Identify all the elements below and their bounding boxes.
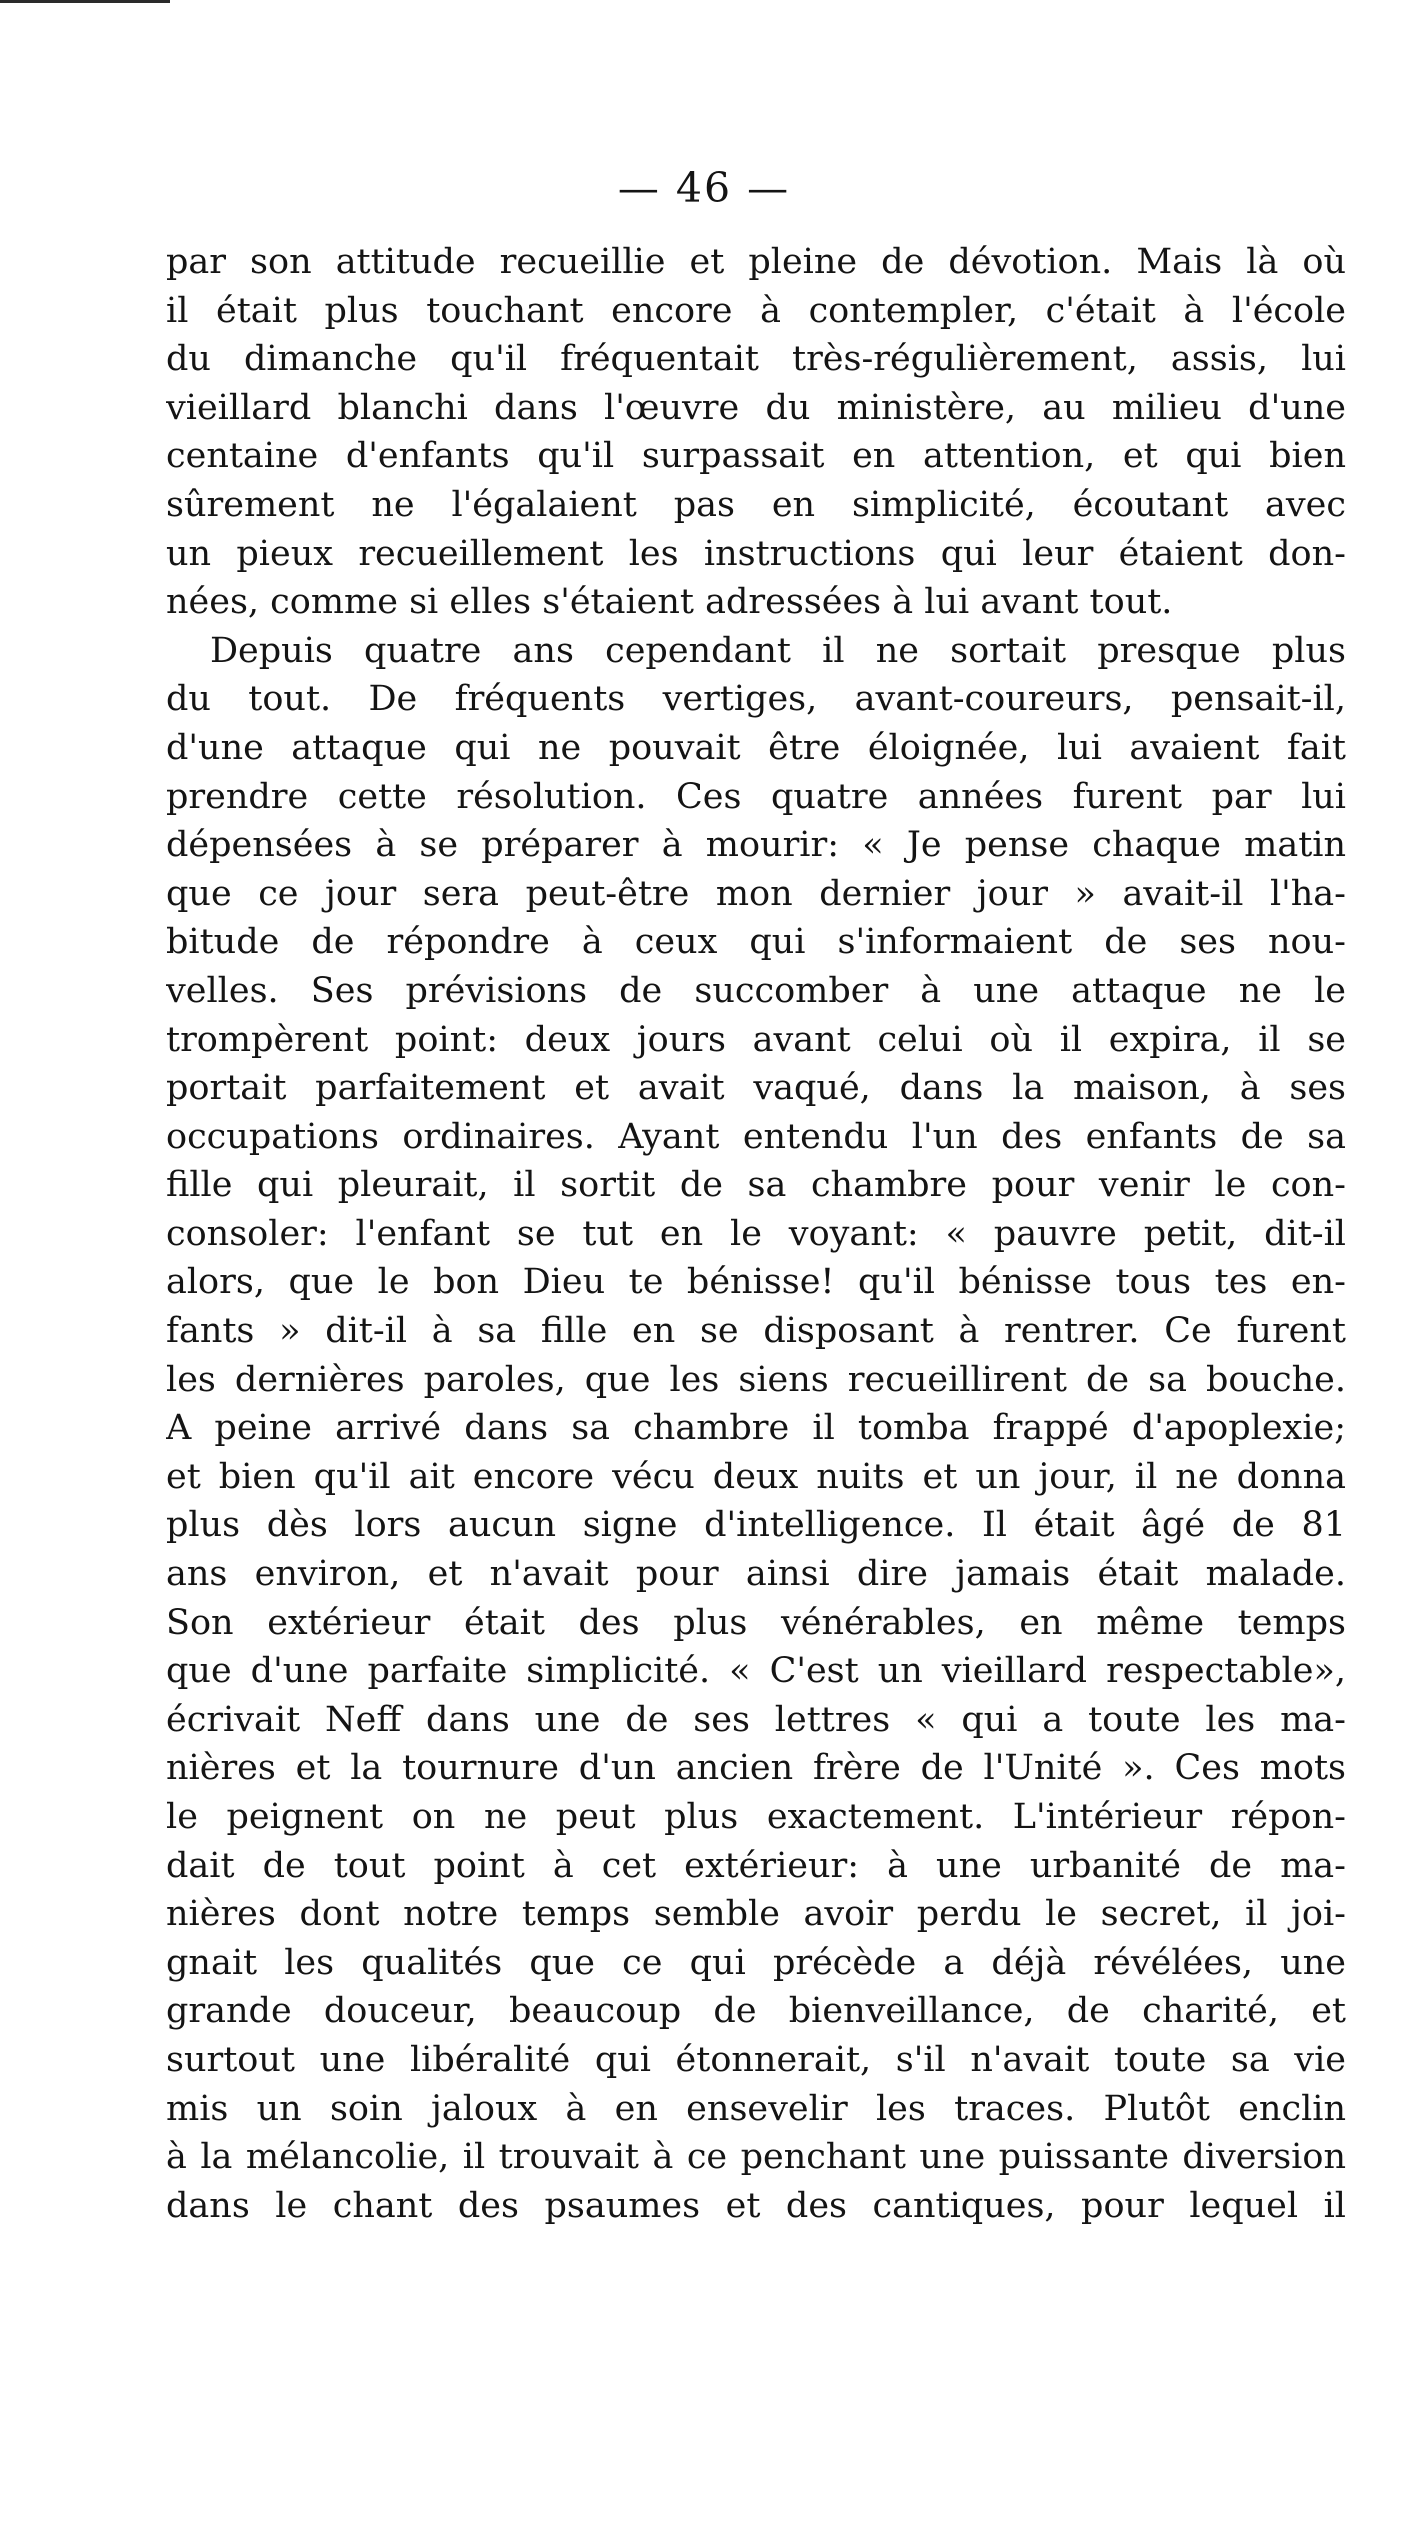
text-line: centaine d'enfants qu'il surpassait en attention, et qui bien: [166, 436, 1346, 477]
text-line: nières et la tournure d'un ancien frère de l'Unité ». Ces mots: [166, 1748, 1346, 1789]
text-line: occupations ordinaires. Ayant entendu l'un des enfants de sa: [166, 1116, 1346, 1157]
text-line: à la mélancolie, il trouvait à ce penchant une puissante diversion: [166, 2137, 1346, 2178]
page-number: — 46 —: [617, 164, 791, 212]
text-line: consoler: l'enfant se tut en le voyant: « pauvre petit, dit-il: [166, 1213, 1346, 1254]
body-text: [166, 238, 1346, 2230]
text-line: prendre cette résolution. Ces quatre années furent par lui: [166, 776, 1346, 817]
text-line: portait parfaitement et avait vaqué, dans la maison, à ses: [166, 1068, 1346, 1109]
text-line: gnait les qualités que ce qui précède a déjà révélées, une: [166, 1942, 1346, 1983]
text-line: par son attitude recueillie et pleine de dévotion. Mais là où: [166, 242, 1346, 282]
text-line: que d'une parfaite simplicité. « C'est un vieillard respectable»,: [166, 1651, 1346, 1692]
text-line: du dimanche qu'il fréquentait très-régulièrement, assis, lui: [166, 339, 1346, 380]
text-line: les dernières paroles, que les siens recueillirent de sa bouche.: [166, 1359, 1346, 1400]
text-line: Son extérieur était des plus vénérables, en même temps: [166, 1602, 1346, 1643]
text-line: d'une attaque qui ne pouvait être éloignée, lui avaient fait: [166, 727, 1346, 768]
text-line: nées, comme si elles s'étaient adressées à lui avant tout.: [166, 582, 1173, 623]
text-line: velles. Ses prévisions de succomber à une attaque ne le: [166, 970, 1346, 1011]
text-line: sûrement ne l'égalaient pas en simplicité, écoutant avec: [166, 484, 1346, 525]
text-line: alors, que le bon Dieu te bénisse! qu'il bénisse tous tes en-: [166, 1262, 1346, 1303]
text-line: trompèrent point: deux jours avant celui où il expira, il se: [166, 1019, 1346, 1060]
text-line: surtout une libéralité qui étonnerait, s'il n'avait toute sa vie: [166, 2039, 1346, 2080]
text-line: dépensées à se préparer à mourir: « Je pense chaque matin: [166, 825, 1346, 866]
text-line: le peignent on ne peut plus exactement. L'intérieur répon-: [166, 1797, 1346, 1837]
text-line: il était plus touchant encore à contempler, c'était à l'école: [166, 290, 1346, 331]
text-line: et bien qu'il ait encore vécu deux nuits et un jour, il ne donna: [166, 1456, 1346, 1497]
text-line: vieillard blanchi dans l'œuvre du ministère, au milieu d'une: [166, 387, 1346, 428]
text-line: dans le chant des psaumes et des cantiques, pour lequel il: [166, 2185, 1346, 2226]
text-line: mis un soin jaloux à en ensevelir les traces. Plutôt enclin: [166, 2088, 1346, 2129]
text-line: dait de tout point à cet extérieur: à une urbanité de ma-: [166, 1845, 1346, 1886]
text-line: écrivait Neff dans une de ses lettres « qui a toute les ma-: [166, 1699, 1346, 1740]
text-line: du tout. De fréquents vertiges, avant-coureurs, pensait-il,: [166, 679, 1346, 720]
text-line: fants » dit-il à sa fille en se disposant à rentrer. Ce furent: [166, 1311, 1346, 1352]
text-line: que ce jour sera peut-être mon dernier jour » avait-il l'ha-: [166, 873, 1346, 914]
text-line: ans environ, et n'avait pour ainsi dire jamais était malade.: [166, 1554, 1346, 1595]
text-line: grande douceur, beaucoup de bienveillance, de charité, et: [166, 1991, 1346, 2032]
scan-edge-mark: [0, 0, 170, 3]
text-line: Depuis quatre ans cependant il ne sortait presque plus: [210, 630, 1346, 671]
text-line: nières dont notre temps semble avoir perdu le secret, il joi-: [166, 1894, 1346, 1935]
text-line: fille qui pleurait, il sortit de sa chambre pour venir le con-: [166, 1165, 1346, 1206]
text-line: bitude de répondre à ceux qui s'informaient de ses nou-: [166, 922, 1346, 963]
text-line: un pieux recueillement les instructions qui leur étaient don-: [166, 533, 1346, 574]
text-line: plus dès lors aucun signe d'intelligence. Il était âgé de 81: [166, 1505, 1346, 1546]
text-line: A peine arrivé dans sa chambre il tomba frappé d'apoplexie;: [166, 1408, 1346, 1449]
